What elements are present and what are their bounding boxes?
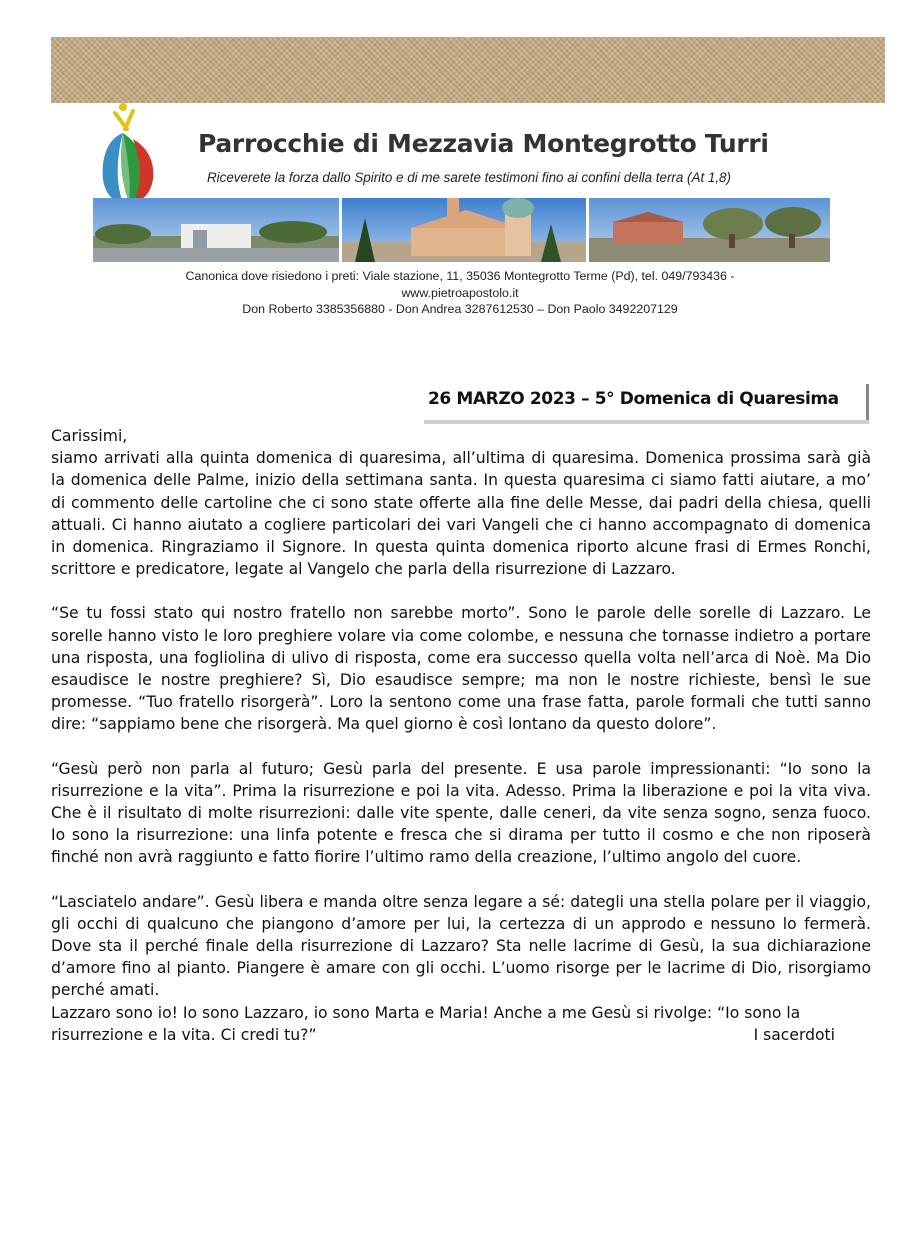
contacts-website: www.pietroapostolo.it xyxy=(401,285,519,300)
contacts-priests: Don Roberto 3385356880 - Don Andrea 3287612530 – Don Paolo 3492207129 xyxy=(242,302,678,316)
letter-paragraph: “Se tu fossi stato qui nostro fratello non sarebbe morto”. Sono le parole delle sorelle di Lazzaro. Le sorelle hanno visto le loro preghiere volare via come colombe, e nessuna che tornasse indietro a portare una risposta, una fogliolina di ulivo di risposta, come era successo quella volta nell’arca di Noè. Ma Dio esaudisce le nostre preghiere? Sì, Dio esaudisce sempre; ma non le nostre richieste, bensì le sue promesse. “Tuo fratello risorgerà”. Loro la sentono come una frase fatta, parole formali che tutti sanno dire: “sappiamo bene che risorgerà. Ma quel giorno è così lontano da questo dolore”. xyxy=(51,604,871,734)
letter-closing-text: Lazzaro sono io! Io sono Lazzaro, io sono Marta e Maria! Anche a me Gesù si rivolge: “Io sono la risurrezione e la vita. Ci credi tu?” xyxy=(51,1003,801,1044)
letter-salutation: Carissimi, xyxy=(51,427,128,445)
parish-motto: Riceverete la forza dallo Spirito e di me sarete testimoni fino ai confini della terra (At 1,8) xyxy=(207,170,731,185)
letter-body xyxy=(51,425,871,1046)
letter-paragraph: siamo arrivati alla quinta domenica di quaresima, all’ultima di quaresima. Domenica prossima sarà già la domenica delle Palme, inizio della settimana santa. In questa quaresima ci siamo fatti aiutare, a mo’ di commento delle cartoline che ci sono state offerte alla fine delle Messe, dai padri della chiesa, quelli attuali. Ci hanno aiutato a cogliere particolari dei vari Vangeli che ci hanno accompagnato di domenica in domenica. Ringraziamo il Signore. In questa quinta domenica riporto alcune frasi di Ermes Ronchi, scrittore e predicatore, legate al Vangelo che parla della risurrezione di Lazzaro. xyxy=(51,449,871,579)
signature: I sacerdoti xyxy=(753,1025,835,1044)
parish-title: Parrocchie di Mezzavia Montegrotto Turri xyxy=(198,129,769,158)
date-banner-shadow xyxy=(424,420,869,424)
church-photos-image xyxy=(93,198,830,262)
letterhead xyxy=(51,37,885,263)
letter-closing xyxy=(51,1002,871,1046)
contacts-block xyxy=(0,268,920,318)
contacts-address: Canonica dove risiedono i preti: Viale stazione, 11, 35036 Montegrotto Terme (Pd), tel. 049/793436 - xyxy=(185,269,735,283)
date-banner xyxy=(424,384,869,420)
letter-final-text: “Lasciatelo andare”. Gesù libera e manda oltre senza legare a sé: dategli una stella polare per il viaggio, gli occhi di qualcuno che piangono d’amore per lui, la certezza di un approdo e nessuno lo fermerà. Dove sta il perché finale della risurrezione di Lazzaro? Sta nelle lacrime di Gesù, la sua dichiarazione d’amore fino al pianto. Piangere è amare con gli occhi. L’uomo risorge per le lacrime di Dio, risorgiamo perché amati. xyxy=(51,892,871,1000)
parish-logo-icon xyxy=(93,99,163,209)
letter-paragraph-final xyxy=(51,891,871,1002)
letter-paragraph: “Gesù però non parla al futuro; Gesù parla del presente. E usa parole impressionanti: “Io sono la risurrezione e la vita”. Prima la risurrezione e poi la vita. Adesso. Prima la liberazione e poi la vita viva. Che è il risultato di molte risurrezioni: dalle vite spente, dalle ceneri, da vite senza sogno, senza fuoco. Io sono la risurrezione: una linfa potente e fresca che si dirama per tutto il cosmo e che non riposerà finché non avrà raggiunto e fatto fiorire l’ultimo ramo della creazione, l’ultimo angolo del cuore. xyxy=(51,759,871,867)
date-title: 26 MARZO 2023 – 5° Domenica di Quaresima xyxy=(428,389,839,409)
